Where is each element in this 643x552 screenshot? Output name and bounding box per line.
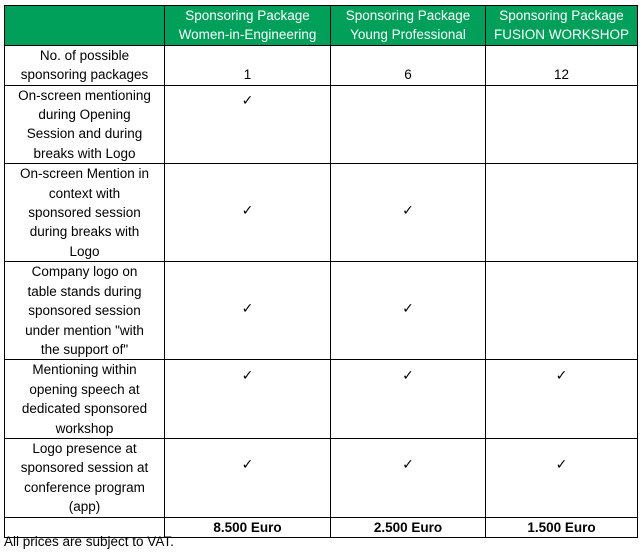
row-label-line: breaks with Logo xyxy=(33,145,136,161)
row-label-line: during Opening xyxy=(38,107,131,123)
cell-fusion-workshop xyxy=(486,360,638,439)
cell-count: 1 xyxy=(165,45,331,85)
cell-young-professional xyxy=(331,262,486,360)
row-label-line: Logo xyxy=(69,243,100,259)
table-row xyxy=(5,438,638,517)
cell-fusion-workshop xyxy=(486,85,638,164)
package-header-young-professional xyxy=(331,6,486,46)
cell-women-in-engineering xyxy=(165,360,331,439)
package-header-fusion-workshop xyxy=(486,6,638,46)
row-label xyxy=(5,45,165,85)
row-label-line: Company logo on xyxy=(31,264,138,280)
price-young-professional: 2.500 Euro xyxy=(331,517,486,537)
table-row xyxy=(5,262,638,360)
row-label-line: opening speech at xyxy=(29,381,140,397)
checkmark-icon: ✓ xyxy=(241,455,254,472)
cell-fusion-workshop xyxy=(486,164,638,262)
checkmark-icon: ✓ xyxy=(241,367,254,384)
table-row xyxy=(5,164,638,262)
row-label xyxy=(5,360,165,439)
checkmark-icon: ✓ xyxy=(402,455,414,472)
row-label-line: No. of possible xyxy=(39,47,130,63)
row-label-line: conference program xyxy=(24,479,145,495)
row-label-line: dedicated sponsored xyxy=(21,401,148,417)
cell-women-in-engineering xyxy=(165,262,331,360)
row-label-line: On-screen Mention in xyxy=(19,166,150,182)
cell-young-professional xyxy=(331,360,486,439)
checkmark-icon: ✓ xyxy=(402,367,414,384)
package-header-women-in-engineering xyxy=(165,6,331,46)
sponsoring-packages-table xyxy=(4,5,638,538)
cell-count: 12 xyxy=(486,45,638,85)
row-label-line: during breaks with xyxy=(29,224,140,240)
header-row xyxy=(5,6,638,46)
vat-footnote: All prices are subject to VAT. xyxy=(4,534,174,549)
row-label-line: table stands during xyxy=(27,283,142,299)
row-label-line: sponsored session xyxy=(28,303,141,319)
checkmark-icon: ✓ xyxy=(241,300,254,317)
row-label-line: sponsored session xyxy=(28,205,141,221)
row-label-line: under mention "with xyxy=(25,322,144,338)
package-header-line2: Young Professional xyxy=(350,27,466,43)
row-label-line: the support of" xyxy=(40,341,129,357)
row-label xyxy=(5,262,165,360)
checkmark-icon: ✓ xyxy=(555,455,568,472)
row-label xyxy=(5,164,165,262)
package-header-line1: Sponsoring Package xyxy=(345,8,471,23)
row-label-line: workshop xyxy=(55,420,114,436)
row-label-line: sponsoring packages xyxy=(20,67,149,83)
cell-fusion-workshop xyxy=(486,438,638,517)
cell-count: 6 xyxy=(331,45,486,85)
table-row xyxy=(5,45,638,85)
cell-young-professional xyxy=(331,85,486,164)
table-row xyxy=(5,85,638,164)
cell-women-in-engineering xyxy=(165,164,331,262)
package-header-line2: Women-in-Engineering xyxy=(178,27,317,43)
checkmark-icon: ✓ xyxy=(555,367,568,384)
row-label-line: context with xyxy=(48,185,121,201)
row-label-line: On-screen mentioning xyxy=(18,87,151,103)
row-label-line: (app) xyxy=(68,499,101,515)
corner-cell xyxy=(5,6,165,46)
row-label xyxy=(5,85,165,164)
row-label-line: Logo presence at xyxy=(32,440,137,456)
package-header-line1: Sponsoring Package xyxy=(185,8,310,23)
checkmark-icon: ✓ xyxy=(241,91,254,108)
price-fusion-workshop: 1.500 Euro xyxy=(486,517,638,537)
row-label xyxy=(5,438,165,517)
cell-young-professional xyxy=(331,438,486,517)
checkmark-icon: ✓ xyxy=(402,202,414,219)
cell-women-in-engineering xyxy=(165,438,331,517)
row-label-line: Mentioning within xyxy=(32,362,137,378)
row-label-line: Session and during xyxy=(26,126,143,142)
price-women-in-engineering: 8.500 Euro xyxy=(165,517,331,537)
checkmark-icon: ✓ xyxy=(402,300,414,317)
package-header-line2: FUSION WORKSHOP xyxy=(493,27,629,43)
checkmark-icon: ✓ xyxy=(241,202,254,219)
cell-fusion-workshop xyxy=(486,262,638,360)
row-label-line: sponsored session at xyxy=(20,460,149,476)
cell-women-in-engineering xyxy=(165,85,331,164)
table-row xyxy=(5,360,638,439)
cell-young-professional xyxy=(331,164,486,262)
package-header-line1: Sponsoring Package xyxy=(499,8,624,23)
